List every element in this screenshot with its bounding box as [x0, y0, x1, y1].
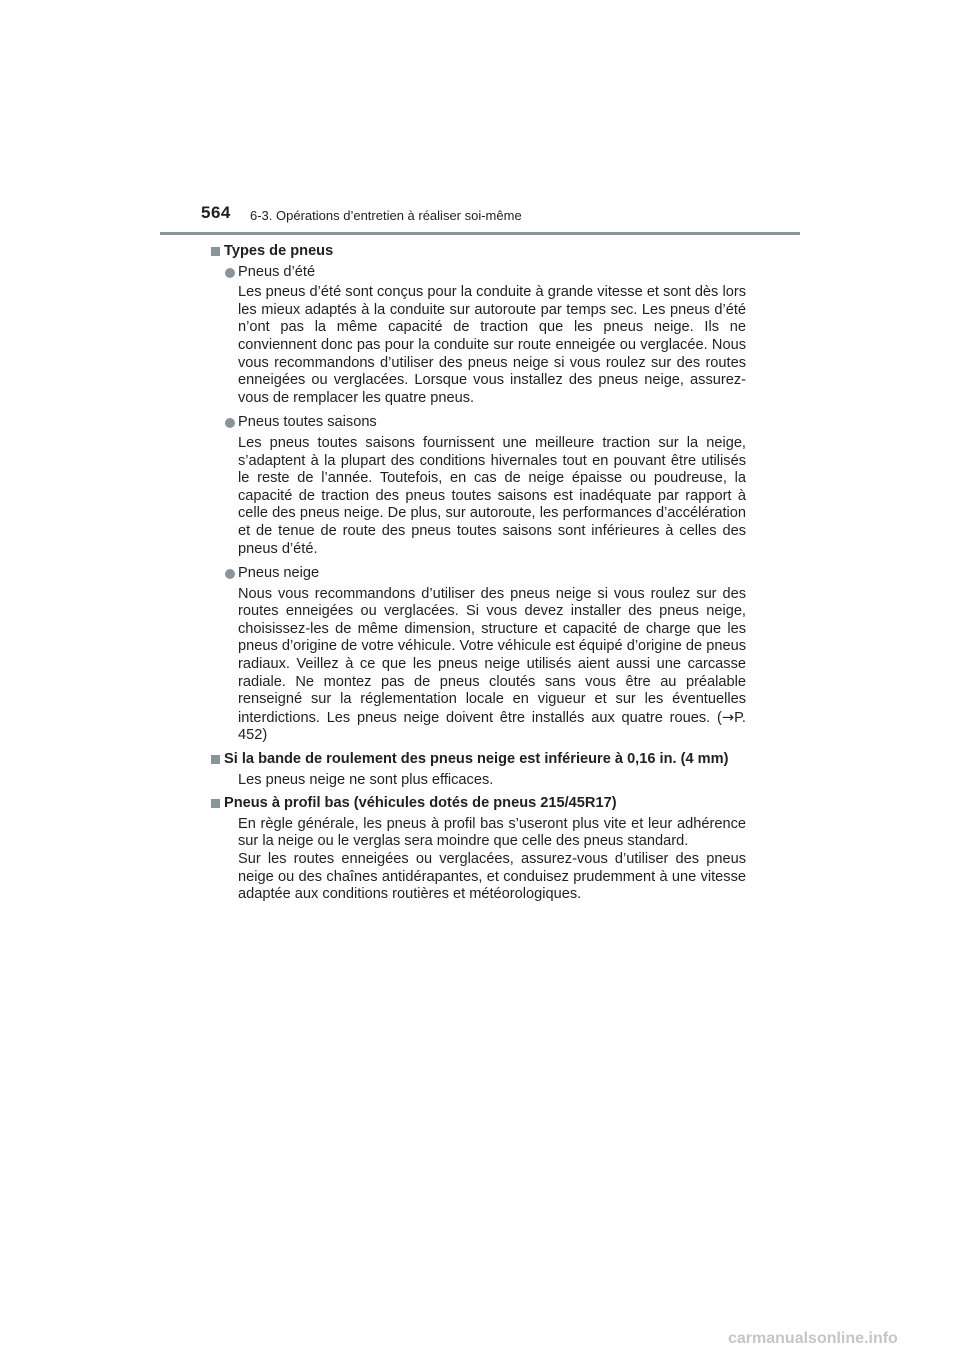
- paragraph: Sur les routes enneigées ou verglacées, assurez-vous d’utiliser des pneus neige ou des chaînes antidérapantes, et conduisez prudemment à une vitesse adaptée aux conditions routières et météorologiques.: [238, 851, 746, 903]
- paragraph: Les pneus toutes saisons fournissent une meilleure traction sur la neige, s’adaptent à la plupart des conditions hivernales tout en pouvant être utilisés le reste de l’année. Toutefois, en cas de neige épaisse ou poudreuse, la capacité de traction des pneus toutes saisons est inadéquate par rapport à celle des pneus neige. De plus, sur autoroute, les performances d’accélération et de tenue de route des pneus toutes saisons sont inférieures à celles des pneus d’été.: [238, 434, 746, 557]
- arrow-right-icon: →: [721, 708, 735, 726]
- section-heading: [211, 751, 746, 769]
- paragraph: En règle générale, les pneus à profil bas s’useront plus vite et leur adhérence sur la neige ou le verglas sera moindre que celle des pneus standard.: [238, 815, 746, 850]
- chapter-title: 6-3. Opérations d’entretien à réaliser soi-même: [250, 208, 522, 223]
- subitem-all-season-tires: [211, 414, 746, 558]
- subitem-snow-tires: [211, 565, 746, 745]
- page-header: [0, 0, 960, 240]
- section-tread-depth: [211, 751, 746, 789]
- subitem-label: Pneus d’été: [238, 263, 316, 280]
- heading-text: Types de pneus: [224, 243, 334, 259]
- paragraph: Les pneus d’été sont conçus pour la conduite à grande vitesse et sont dès lors les mieux adaptés à la conduite sur autoroute par temps sec. Les pneus d’été n’ont pas la même capacité de traction que les pneus neige. Ils ne conviennent donc pas pour la conduite sur route enneigée ou verglacée. Nous vous recommandons d’utiliser des pneus neige si vous roulez sur des routes enneigées ou verglacées. Lorsque vous installez des pneus neige, assurez-vous de remplacer les quatre pneus.: [238, 284, 746, 406]
- page-content: [211, 243, 746, 910]
- subitem-label: Pneus toutes saisons: [238, 414, 377, 431]
- round-bullet-icon: [225, 268, 235, 278]
- section-heading: [211, 795, 746, 813]
- subitem-summer-tires: [211, 264, 746, 408]
- square-bullet-icon: [211, 799, 220, 808]
- heading-text: Pneus à profil bas (véhicules dotés de pneus 215/45R17): [224, 795, 617, 812]
- watermark: carmanualsonline.info: [728, 1330, 898, 1347]
- subitem-label: Pneus neige: [238, 565, 320, 582]
- paragraph: [238, 586, 746, 745]
- header-rule: [160, 232, 800, 235]
- round-bullet-icon: [225, 569, 235, 579]
- page-number: 564: [201, 203, 231, 222]
- section-heading: [211, 243, 746, 261]
- heading-text: Si la bande de roulement des pneus neige est inférieure à 0,16 in. (4 mm): [224, 751, 729, 768]
- round-bullet-icon: [225, 418, 235, 428]
- paragraph-text: Nous vous recommandons d’utiliser des pneus neige si vous roulez sur des routes enneigées ou verglacées. Si vous devez installer des pneus neige, choisissez-les de même dimension, structure et capacité de charge que les pneus d’origine de votre véhicule. Votre véhicule est équipé d’origine de pneus radiaux. Veillez à ce que les pneus neige utilisés aient aussi une carcasse radiale. Ne montez pas de pneus cloutés sans vous être au préalable renseigné sur la réglementation locale en vigueur et sur les éventuelles interdictions. Les pneus neige doivent être installés aux quatre roues. (: [238, 585, 746, 726]
- page-reference-link[interactable]: P. 452): [238, 709, 746, 744]
- square-bullet-icon: [211, 755, 220, 764]
- section-low-profile-tires: [211, 795, 746, 904]
- section-tire-types: [211, 243, 746, 745]
- paragraph: Les pneus neige ne sont plus efficaces.: [238, 771, 494, 788]
- square-bullet-icon: [211, 247, 220, 256]
